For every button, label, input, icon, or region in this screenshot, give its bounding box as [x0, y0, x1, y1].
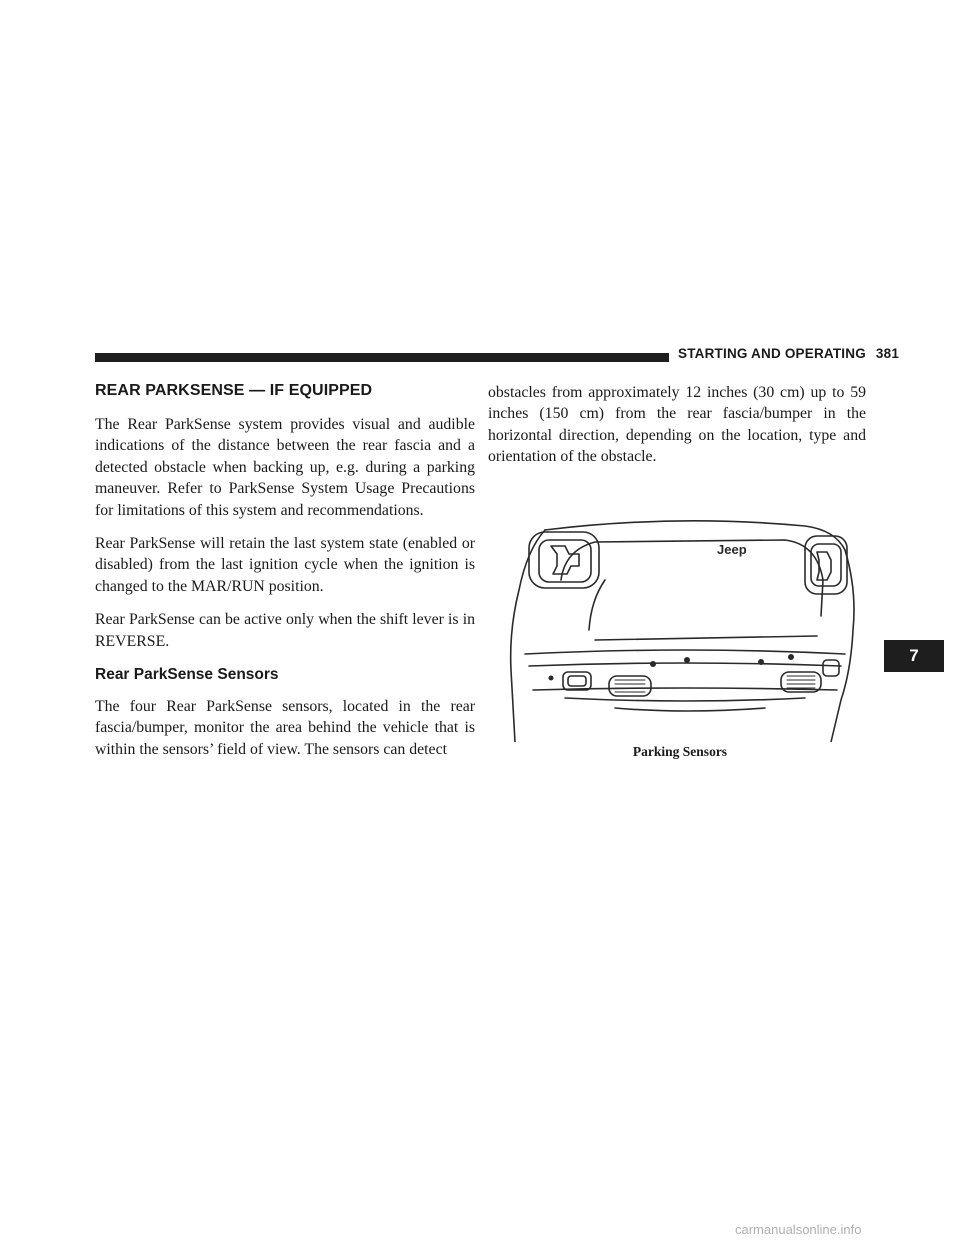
paragraph-intro: The Rear ParkSense system provides visual and audible indications of the distance between the rear fascia and a detected obstacle when backing up, e.g. during a parking maneuver. Refer to ParkSense System Usage Precautions for limitations of this system and recommendations. [95, 416, 475, 519]
figure-caption: Parking Sensors [632, 744, 728, 759]
watermark: carmanualsonline.info [735, 1222, 862, 1237]
running-header [678, 346, 899, 361]
chapter-tab: 7 [884, 640, 944, 672]
left-taillight-icon [529, 532, 599, 588]
paragraph-state: Rear ParkSense will retain the last system state (enabled or disabled) from the last ignition cycle when the ignition is changed to the MAR/RUN position. [95, 535, 475, 595]
right-column [488, 382, 866, 480]
parking-sensors-illustration [505, 520, 857, 742]
paragraph-reverse: Rear ParkSense can be active only when the shift lever is in REVERSE. [95, 611, 475, 650]
left-column [95, 382, 475, 772]
jeep-logo: Jeep [717, 542, 747, 557]
paragraph-continued: obstacles from approximately 12 inches (30 cm) up to 59 inches (150 cm) from the rear fascia/bumper in the horizontal direction, depending on the location, type and orientation of the obstacle. [488, 384, 866, 466]
sub-heading: Rear ParkSense Sensors [95, 666, 279, 684]
section-heading: REAR PARKSENSE — IF EQUIPPED [95, 382, 373, 399]
paragraph-sensors: The four Rear ParkSense sensors, located in the rear fascia/bumper, monitor the area behind the vehicle that is within the sensors’ field of view. The sensors can detect [95, 698, 475, 758]
header-rule [95, 353, 669, 362]
right-taillight-icon [805, 536, 847, 594]
section-title: STARTING AND OPERATING [678, 346, 866, 361]
exhaust-left-icon [609, 676, 651, 696]
page-number: 381 [875, 346, 900, 361]
